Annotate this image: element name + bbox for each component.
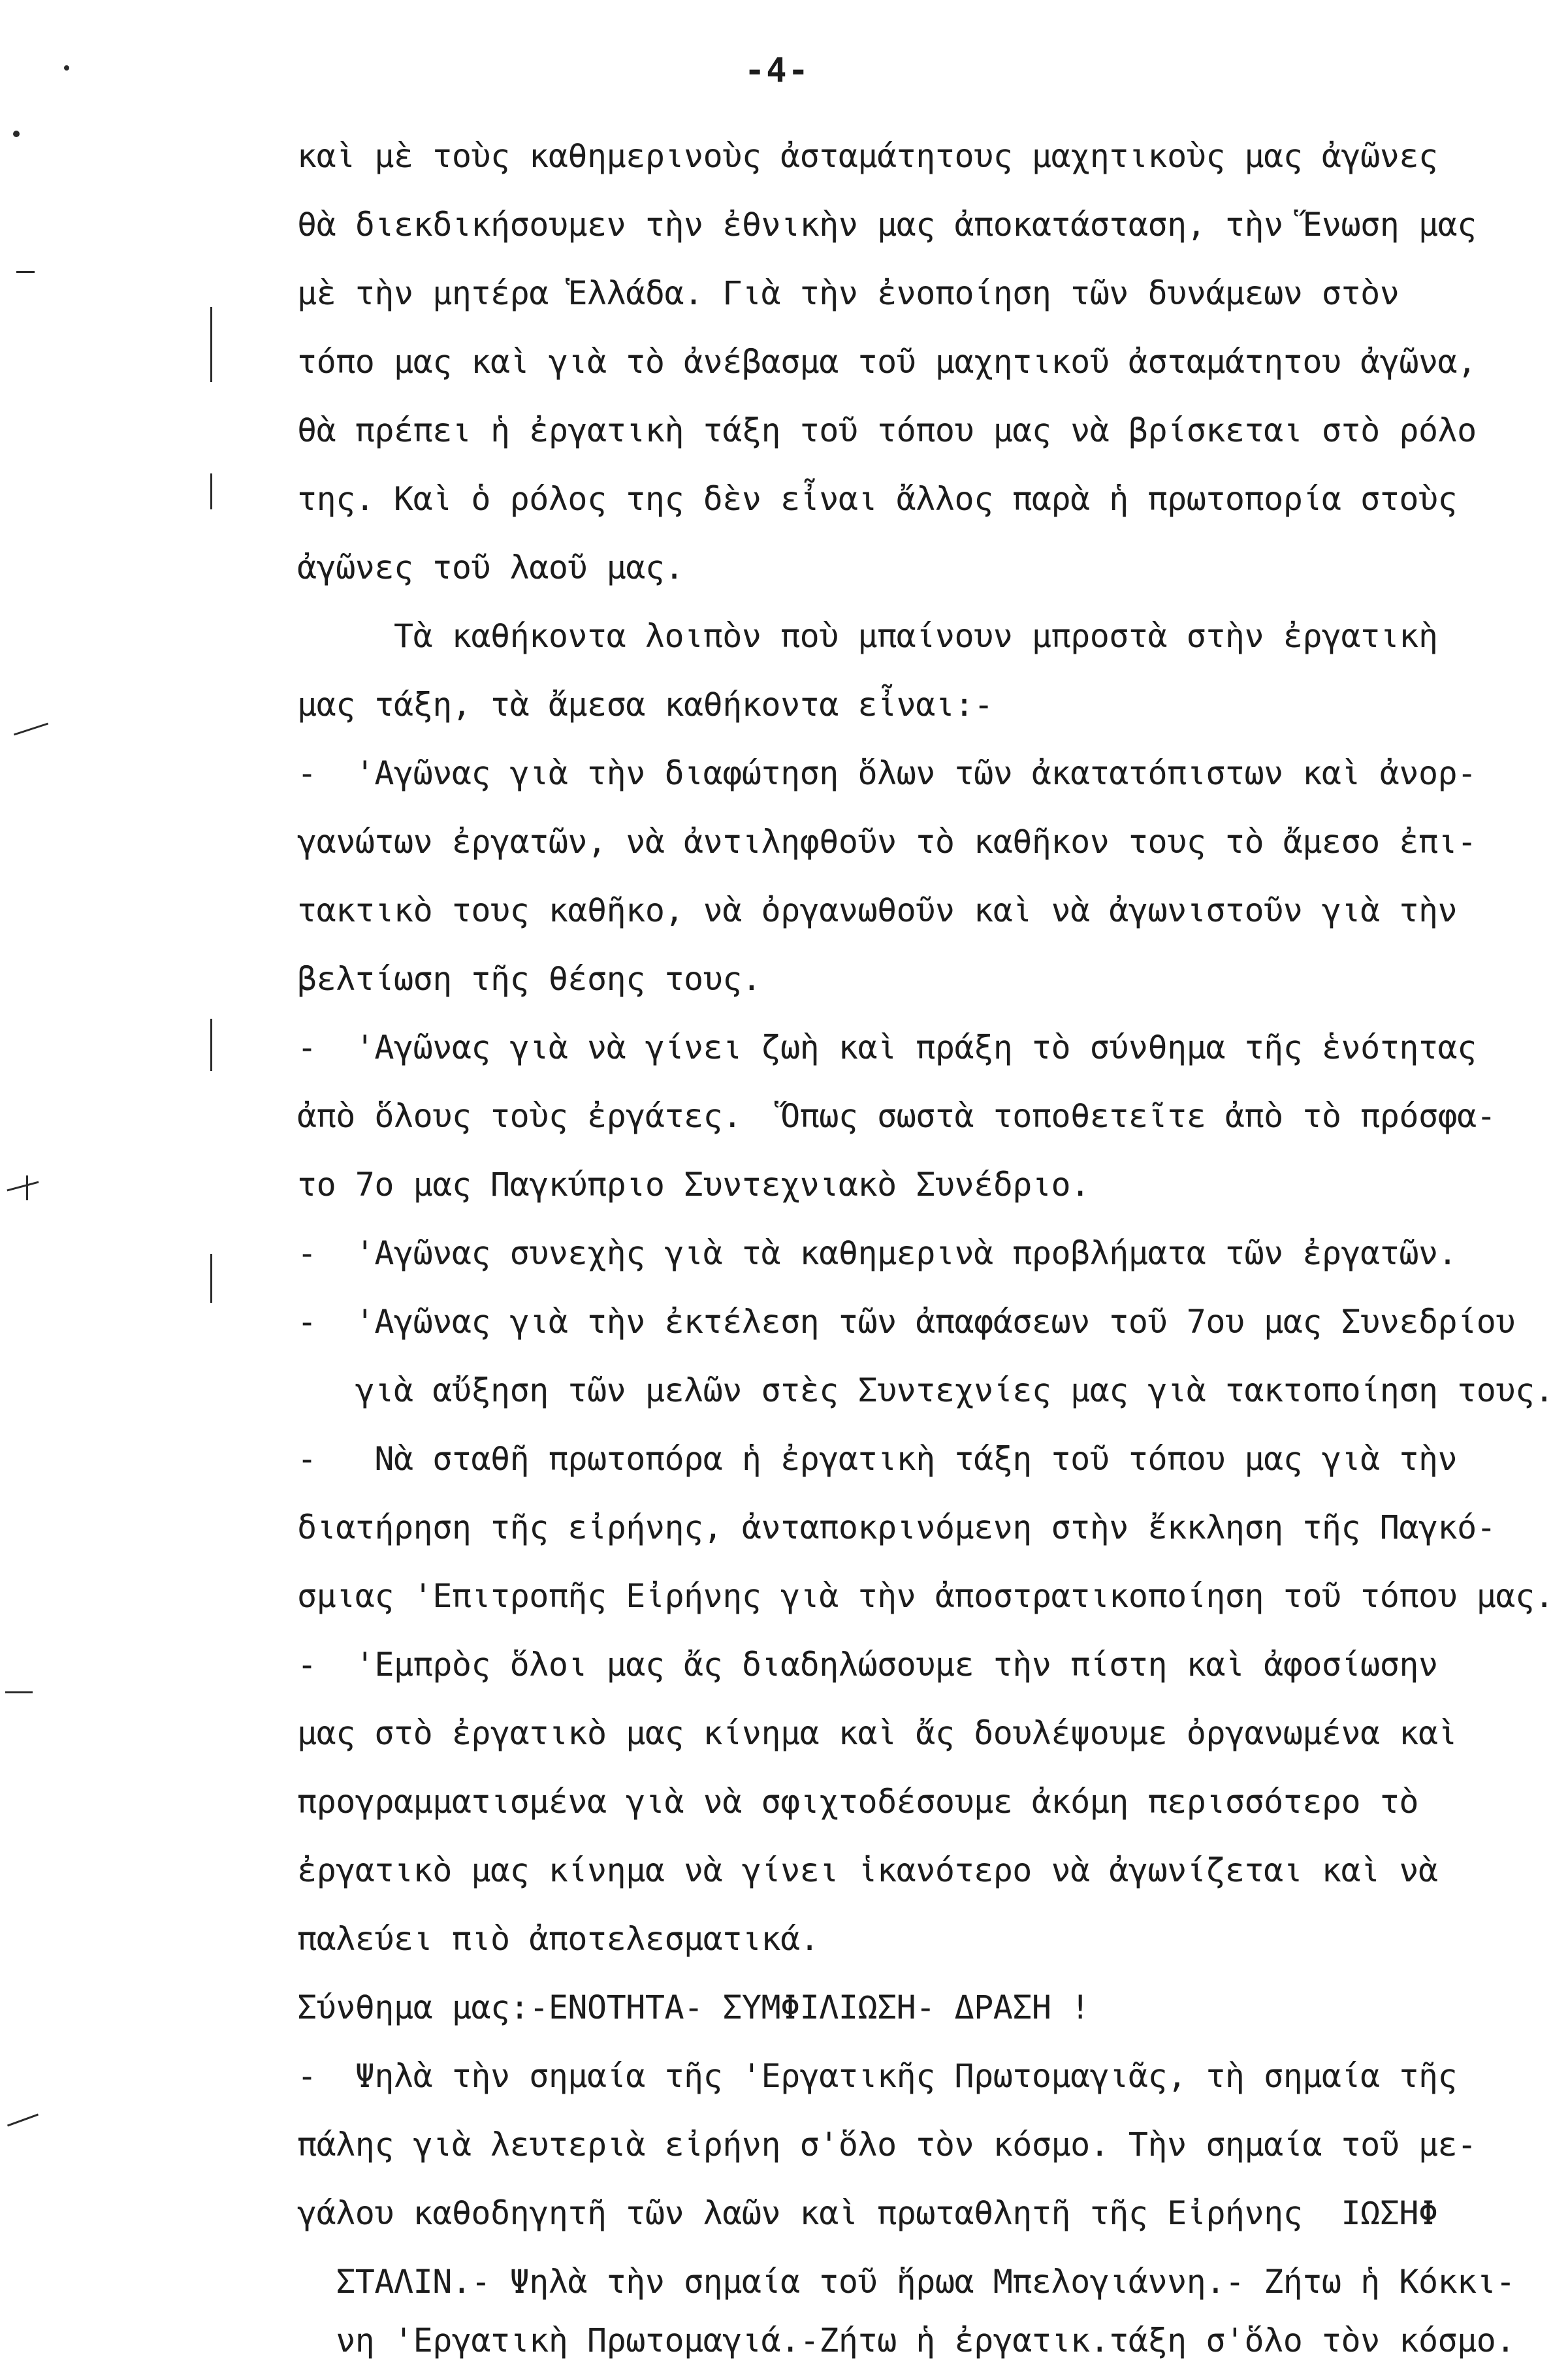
text-line: τόπο μας καὶ γιὰ τὸ ἀνέβασμα τοῦ μαχητικοῦ ἀσταμάτητου ἀγῶνα, [297,343,1477,381]
text-line: ἀγῶνες τοῦ λαοῦ μας. [297,549,684,586]
text-line: - 'Αγῶνας συνεχὴς γιὰ τὰ καθημερινὰ προβλήματα τῶν ἐργατῶν. [297,1234,1458,1272]
text-line: - Ψηλὰ τὴν σημαία τῆς 'Εργατικῆς Πρωτομαγιᾶς, τὴ σημαία τῆς [297,2057,1458,2095]
text-line: γιὰ αὔξηση τῶν μελῶν στὲς Συντεχνίες μας γιὰ τακτοποίηση τους. [297,1371,1554,1409]
text-line: της. Καὶ ὁ ρόλος της δὲν εἶναι ἄλλος παρὰ ἡ πρωτοπορία στοὺς [297,480,1458,518]
text-line: μας τάξη, τὰ ἄμεσα καθήκοντα εἶναι:- [297,686,993,724]
text-line: Σύνθημα μας:-ΕΝΟΤΗΤΑ- ΣΥΜΦΙΛΙΩΣΗ- ΔΡΑΣΗ ! [297,1989,1090,2026]
text-line: θὰ διεκδικήσουμεν τὴν ἐθνικὴν μας ἀποκατάσταση, τὴν Ἕνωση μας [297,206,1477,244]
margin-mark [16,271,35,273]
text-line: - 'Εμπρὸς ὅλοι μας ἄς διαδηλώσουμε τὴν πίστη καὶ ἀφοσίωσην [297,1646,1438,1684]
text-line: διατήρηση τῆς εἰρήνης, ἀνταποκρινόμενη στὴν ἔκκληση τῆς Παγκό- [297,1509,1496,1546]
margin-mark [7,2114,39,2127]
text-line: - Νὰ σταθῆ πρωτοπόρα ἡ ἐργατικὴ τάξη τοῦ τόπου μας γιὰ τὴν [297,1440,1458,1478]
margin-mark [210,307,212,382]
text-line: - 'Αγῶνας γιὰ νὰ γίνει ζωὴ καὶ πράξη τὸ σύνθημα τῆς ἑνότητας [297,1029,1477,1066]
margin-mark [210,1019,212,1071]
text-line: ΣΤΑΛΙΝ.- Ψηλὰ τὴν σημαία τοῦ ἥρωα Μπελογιάννη.- Ζήτω ἡ Κόκκι- [297,2263,1515,2301]
text-line: βελτίωση τῆς θέσης τους. [297,960,761,998]
text-line: σμιας 'Επιτροπῆς Εἰρήνης γιὰ τὴν ἀποστρατικοποίηση τοῦ τόπου μας. [297,1577,1554,1615]
text-line: Τὰ καθήκοντα λοιπὸν ποὺ μπαίνουν μπροστὰ στὴν ἐργατικὴ [297,617,1438,655]
margin-mark [210,473,212,509]
page-number: -4- [744,51,810,90]
margin-mark [13,131,20,137]
text-line: θὰ πρέπει ἡ ἐργατικὴ τάξη τοῦ τόπου μας νὰ βρίσκεται στὸ ρόλο [297,411,1477,449]
margin-mark [210,1254,212,1303]
text-line: πάλης γιὰ λευτεριὰ εἰρήνη σ'ὅλο τὸν κόσμο. Τὴν σημαία τοῦ με- [297,2126,1477,2164]
margin-mark [14,723,48,736]
text-line: παλεύει πιὸ ἀποτελεσματικά. [297,1920,820,1958]
text-line: προγραμματισμένα γιὰ νὰ σφιχτοδέσουμε ἀκόμη περισσότερο τὸ [297,1783,1418,1821]
text-line: - 'Αγῶνας γιὰ τὴν διαφώτηση ὅλων τῶν ἀκατατόπιστων καὶ ἀνορ- [297,754,1477,792]
margin-mark [64,65,69,71]
text-line: μας στὸ ἐργατικὸ μας κίνημα καὶ ἄς δουλέψουμε ὀργανωμένα καὶ [297,1714,1458,1752]
text-line: μὲ τὴν μητέρα Ἑλλάδα. Γιὰ τὴν ἐνοποίηση τῶν δυνάμεων στὸν [297,274,1400,312]
text-line: - 'Αγῶνας γιὰ τὴν ἐκτέλεση τῶν ἀπαφάσεων τοῦ 7ου μας Συνεδρίου [297,1303,1515,1341]
text-line: ἀπὸ ὅλους τοὺς ἐργάτες. Ὅπως σωστὰ τοποθετεῖτε ἀπὸ τὸ πρόσφα- [297,1097,1496,1135]
text-line: νη 'Εργατικὴ Πρωτομαγιά.-Ζήτω ἡ ἐργατικ.τάξη σ'ὅλο τὸν κόσμο. [297,2322,1515,2359]
text-line: το 7ο μας Παγκύπριο Συντεχνιακὸ Συνέδριο. [297,1166,1090,1204]
text-line: γάλου καθοδηγητῆ τῶν λαῶν καὶ πρωταθλητῆ τῆς Εἰρήνης ΙΩΣΗΦ [297,2194,1438,2232]
margin-mark [5,1691,33,1693]
text-line: καὶ μὲ τοὺς καθημερινοὺς ἀσταμάτητους μαχητικοὺς μας ἀγῶνες [297,137,1438,175]
margin-mark [26,1175,28,1200]
margin-mark [7,1181,39,1192]
text-line: γανώτων ἐργατῶν, νὰ ἀντιληφθοῦν τὸ καθῆκον τους τὸ ἄμεσο ἐπι- [297,823,1477,861]
text-line: τακτικὸ τους καθῆκο, νὰ ὀργανωθοῦν καὶ νὰ ἀγωνιστοῦν γιὰ τὴν [297,891,1458,929]
text-line: ἐργατικὸ μας κίνημα νὰ γίνει ἱκανότερο νὰ ἀγωνίζεται καὶ νὰ [297,1851,1438,1889]
